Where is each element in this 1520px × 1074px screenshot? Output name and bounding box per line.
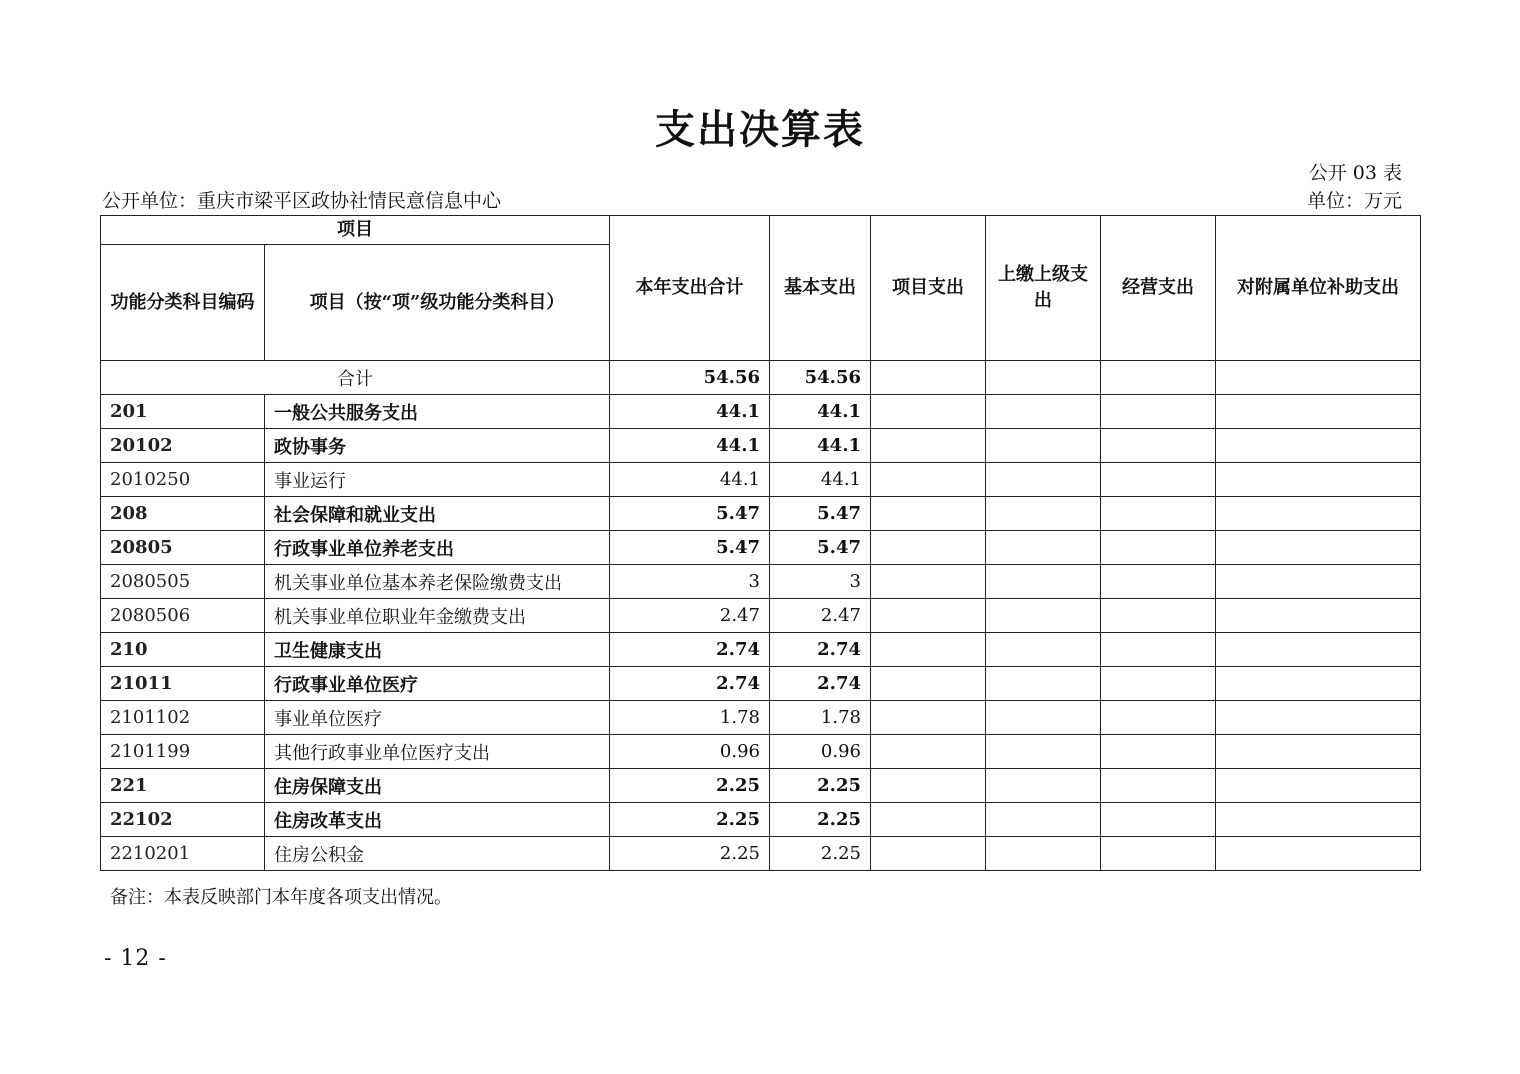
total-subsidy bbox=[1216, 361, 1421, 395]
header-basic: 基本支出 bbox=[770, 216, 871, 361]
total-business bbox=[1101, 361, 1216, 395]
row-business bbox=[1101, 565, 1216, 599]
row-project bbox=[871, 497, 986, 531]
table-row bbox=[101, 565, 1421, 599]
row-total: 2.25 bbox=[610, 769, 770, 803]
row-business bbox=[1101, 667, 1216, 701]
row-upper bbox=[986, 803, 1101, 837]
total-sum: 54.56 bbox=[610, 361, 770, 395]
row-project bbox=[871, 769, 986, 803]
table-row bbox=[101, 395, 1421, 429]
row-code: 2080505 bbox=[101, 565, 265, 599]
header-subsidy: 对附属单位补助支出 bbox=[1216, 216, 1421, 361]
table-row bbox=[101, 735, 1421, 769]
row-total: 44.1 bbox=[610, 463, 770, 497]
row-basic: 44.1 bbox=[770, 429, 871, 463]
table-row bbox=[101, 497, 1421, 531]
row-business bbox=[1101, 429, 1216, 463]
row-project bbox=[871, 803, 986, 837]
row-subsidy bbox=[1216, 395, 1421, 429]
row-basic: 3 bbox=[770, 565, 871, 599]
row-business bbox=[1101, 769, 1216, 803]
row-basic: 2.47 bbox=[770, 599, 871, 633]
header-business: 经营支出 bbox=[1101, 216, 1216, 361]
table-row bbox=[101, 633, 1421, 667]
row-name: 一般公共服务支出 bbox=[265, 395, 610, 429]
footnote: 备注：本表反映部门本年度各项支出情况。 bbox=[110, 887, 452, 908]
row-basic: 1.78 bbox=[770, 701, 871, 735]
row-upper bbox=[986, 599, 1101, 633]
row-project bbox=[871, 565, 986, 599]
row-upper bbox=[986, 837, 1101, 871]
row-name: 住房保障支出 bbox=[265, 769, 610, 803]
currency-unit: 单位：万元 bbox=[1306, 190, 1402, 212]
row-subsidy bbox=[1216, 735, 1421, 769]
row-business bbox=[1101, 463, 1216, 497]
row-upper bbox=[986, 429, 1101, 463]
header-code: 功能分类科目编码 bbox=[101, 245, 265, 361]
row-subsidy bbox=[1216, 463, 1421, 497]
row-name: 其他行政事业单位医疗支出 bbox=[265, 735, 610, 769]
row-subsidy bbox=[1216, 837, 1421, 871]
row-name: 机关事业单位基本养老保险缴费支出 bbox=[265, 565, 610, 599]
row-code: 2010250 bbox=[101, 463, 265, 497]
row-project bbox=[871, 531, 986, 565]
row-code: 22102 bbox=[101, 803, 265, 837]
row-project bbox=[871, 633, 986, 667]
total-label: 合计 bbox=[101, 361, 610, 395]
table-row bbox=[101, 837, 1421, 871]
row-total: 2.74 bbox=[610, 667, 770, 701]
page-title: 支出决算表 bbox=[655, 106, 865, 153]
row-subsidy bbox=[1216, 531, 1421, 565]
row-project bbox=[871, 837, 986, 871]
row-basic: 0.96 bbox=[770, 735, 871, 769]
table-row bbox=[101, 531, 1421, 565]
row-name: 事业单位医疗 bbox=[265, 701, 610, 735]
row-business bbox=[1101, 395, 1216, 429]
form-number: 公开 03 表 bbox=[1308, 162, 1402, 184]
row-total: 2.25 bbox=[610, 803, 770, 837]
row-basic: 44.1 bbox=[770, 463, 871, 497]
total-row bbox=[101, 361, 1421, 395]
row-subsidy bbox=[1216, 667, 1421, 701]
row-upper bbox=[986, 463, 1101, 497]
row-subsidy bbox=[1216, 497, 1421, 531]
row-name: 住房改革支出 bbox=[265, 803, 610, 837]
row-project bbox=[871, 599, 986, 633]
row-basic: 2.74 bbox=[770, 667, 871, 701]
row-code: 210 bbox=[101, 633, 265, 667]
row-total: 2.47 bbox=[610, 599, 770, 633]
row-total: 3 bbox=[610, 565, 770, 599]
row-code: 20805 bbox=[101, 531, 265, 565]
row-name: 住房公积金 bbox=[265, 837, 610, 871]
header-row-1 bbox=[101, 216, 1421, 245]
header-project: 项目支出 bbox=[871, 216, 986, 361]
row-project bbox=[871, 429, 986, 463]
table-row bbox=[101, 803, 1421, 837]
row-business bbox=[1101, 701, 1216, 735]
header-total: 本年支出合计 bbox=[610, 216, 770, 361]
row-project bbox=[871, 735, 986, 769]
table-row bbox=[101, 769, 1421, 803]
row-code: 2210201 bbox=[101, 837, 265, 871]
row-subsidy bbox=[1216, 701, 1421, 735]
row-total: 1.78 bbox=[610, 701, 770, 735]
row-business bbox=[1101, 497, 1216, 531]
row-basic: 44.1 bbox=[770, 395, 871, 429]
table-row bbox=[101, 667, 1421, 701]
row-code: 221 bbox=[101, 769, 265, 803]
row-business bbox=[1101, 531, 1216, 565]
row-code: 208 bbox=[101, 497, 265, 531]
row-project bbox=[871, 667, 986, 701]
header-item: 项目（按“项”级功能分类科目） bbox=[265, 245, 610, 361]
row-total: 44.1 bbox=[610, 395, 770, 429]
row-business bbox=[1101, 633, 1216, 667]
row-basic: 5.47 bbox=[770, 497, 871, 531]
row-total: 2.74 bbox=[610, 633, 770, 667]
row-project bbox=[871, 463, 986, 497]
table-row bbox=[101, 463, 1421, 497]
row-basic: 2.25 bbox=[770, 803, 871, 837]
row-basic: 2.25 bbox=[770, 837, 871, 871]
row-subsidy bbox=[1216, 565, 1421, 599]
row-basic: 5.47 bbox=[770, 531, 871, 565]
row-business bbox=[1101, 599, 1216, 633]
row-code: 2080506 bbox=[101, 599, 265, 633]
row-code: 21011 bbox=[101, 667, 265, 701]
row-total: 5.47 bbox=[610, 531, 770, 565]
row-total: 5.47 bbox=[610, 497, 770, 531]
row-basic: 2.74 bbox=[770, 633, 871, 667]
row-subsidy bbox=[1216, 599, 1421, 633]
row-upper bbox=[986, 531, 1101, 565]
row-upper bbox=[986, 497, 1101, 531]
row-subsidy bbox=[1216, 769, 1421, 803]
row-total: 0.96 bbox=[610, 735, 770, 769]
row-basic: 2.25 bbox=[770, 769, 871, 803]
row-subsidy bbox=[1216, 633, 1421, 667]
reporting-unit: 公开单位：重庆市梁平区政协社情民意信息中心 bbox=[102, 190, 502, 212]
table-row bbox=[101, 599, 1421, 633]
row-code: 201 bbox=[101, 395, 265, 429]
row-name: 卫生健康支出 bbox=[265, 633, 610, 667]
row-upper bbox=[986, 633, 1101, 667]
row-name: 行政事业单位养老支出 bbox=[265, 531, 610, 565]
total-project bbox=[871, 361, 986, 395]
total-basic: 54.56 bbox=[770, 361, 871, 395]
row-project bbox=[871, 395, 986, 429]
row-name: 社会保障和就业支出 bbox=[265, 497, 610, 531]
table-row bbox=[101, 701, 1421, 735]
row-business bbox=[1101, 803, 1216, 837]
row-code: 20102 bbox=[101, 429, 265, 463]
row-subsidy bbox=[1216, 803, 1421, 837]
row-project bbox=[871, 701, 986, 735]
row-name: 政协事务 bbox=[265, 429, 610, 463]
row-name: 机关事业单位职业年金缴费支出 bbox=[265, 599, 610, 633]
header-project-group: 项目 bbox=[101, 216, 610, 245]
row-upper bbox=[986, 769, 1101, 803]
row-total: 2.25 bbox=[610, 837, 770, 871]
row-upper bbox=[986, 701, 1101, 735]
expenditure-table bbox=[100, 215, 1421, 871]
total-upper bbox=[986, 361, 1101, 395]
row-code: 2101199 bbox=[101, 735, 265, 769]
row-total: 44.1 bbox=[610, 429, 770, 463]
row-code: 2101102 bbox=[101, 701, 265, 735]
row-upper bbox=[986, 395, 1101, 429]
row-upper bbox=[986, 565, 1101, 599]
row-name: 事业运行 bbox=[265, 463, 610, 497]
row-business bbox=[1101, 735, 1216, 769]
row-upper bbox=[986, 735, 1101, 769]
header-upper: 上缴上级支出 bbox=[986, 216, 1101, 361]
table-row bbox=[101, 429, 1421, 463]
page-number: - 12 - bbox=[104, 946, 167, 971]
row-upper bbox=[986, 667, 1101, 701]
row-name: 行政事业单位医疗 bbox=[265, 667, 610, 701]
row-business bbox=[1101, 837, 1216, 871]
row-subsidy bbox=[1216, 429, 1421, 463]
